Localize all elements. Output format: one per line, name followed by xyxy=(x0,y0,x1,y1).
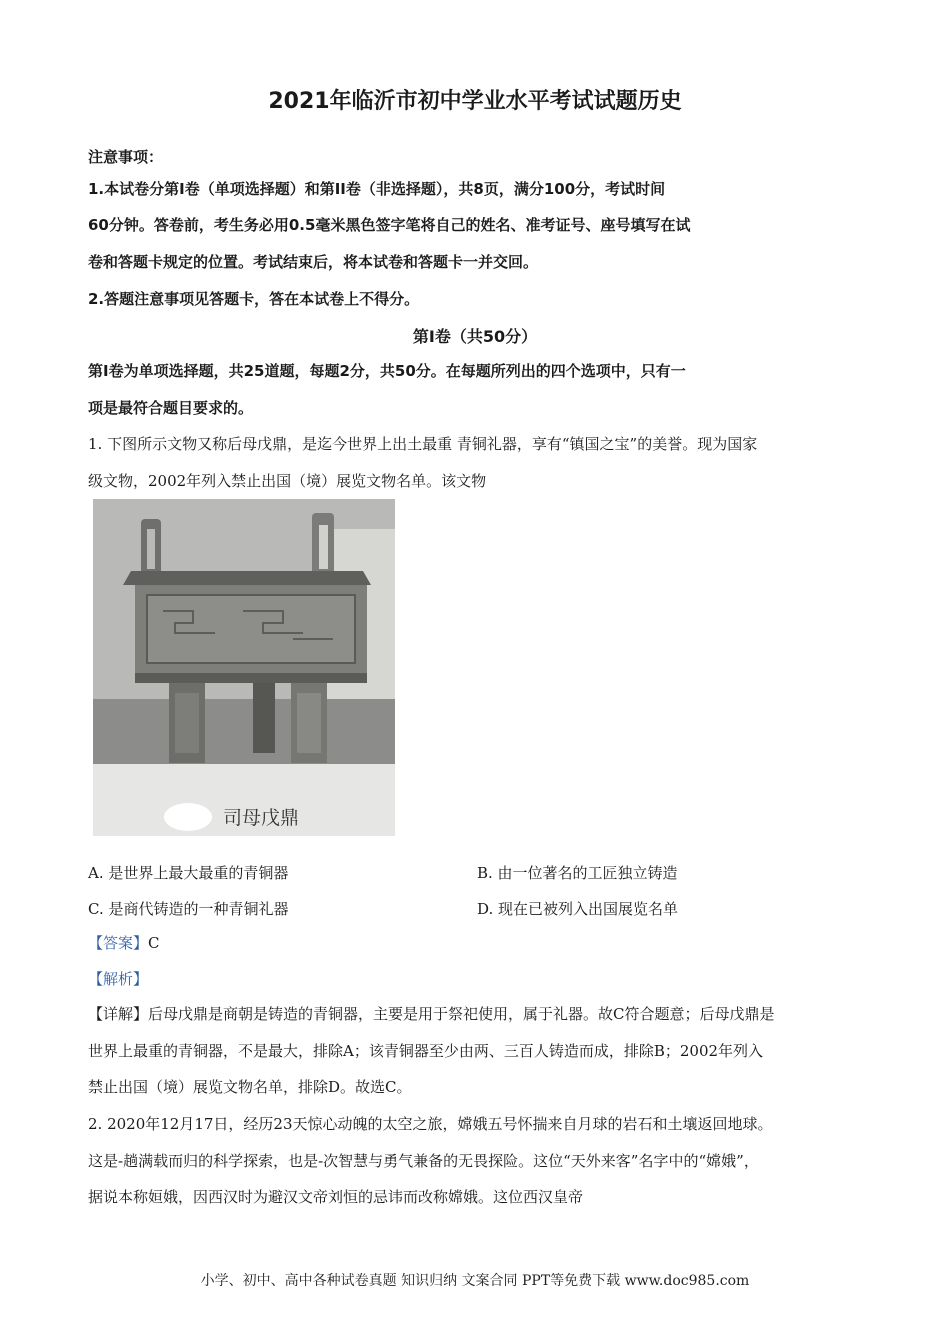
footer-ad: 小学、初中、高中各种试卷真题 知识归纳 文案合同 PPT等免费下载 www.doc985.com xyxy=(200,1273,750,1289)
bronze-ding-photo xyxy=(93,499,395,836)
question-2-text: 据说本称姮娥，因西汉时为避汉文帝刘恒的忌讳而改称嫦娥。这位西汉皇帝 xyxy=(88,1188,584,1206)
answer-value: C xyxy=(148,934,160,952)
notice-heading: 注意事项： xyxy=(88,148,164,166)
option-c: C. 是商代铸造的一种青铜礼器 xyxy=(88,900,289,918)
page-title: 2021年临沂市初中学业水平考试试题历史 xyxy=(268,89,682,114)
section-desc: 项是最符合题目要求的。 xyxy=(88,399,254,417)
detail-line xyxy=(88,1003,775,1024)
question-1-text: 1. 下图所示文物又称后母戊鼎，是迄今世界上出土最重 青铜礼器，享有“镇国之宝”的美誉。现为国家 xyxy=(88,435,758,453)
detail-text: 后母戊鼎是商朝是铸造的青铜器，主要是用于祭祀使用，属于礼器。故C符合题意；后母戊鼎是 xyxy=(148,1005,775,1023)
notice-line: 1.本试卷分第Ⅰ卷（单项选择题）和第II卷（非选择题），共8页，满分100分，考试时间 xyxy=(88,180,666,198)
question-1-text: 级文物，2002年列入禁止出国（境）展览文物名单。该文物 xyxy=(88,472,487,490)
answer-line xyxy=(88,932,160,953)
notice-line: 60分钟。答卷前，考生务必用0.5毫米黑色签字笔将自己的姓名、准考证号、座号填写在试 xyxy=(88,216,691,234)
detail-label: 【详解】 xyxy=(88,1005,149,1023)
notice-line: 2.答题注意事项见答题卡，答在本试卷上不得分。 xyxy=(88,290,420,308)
section-desc: 第Ⅰ卷为单项选择题，共25道题，每题2分，共50分。在每题所列出的四个选项中，只有一 xyxy=(88,362,686,380)
notice-line: 卷和答题卡规定的位置。考试结束后，将本试卷和答题卡一并交回。 xyxy=(88,253,539,271)
question-2-text: 这是-趟满载而归的科学探索，也是-次智慧与勇气兼备的无畏探险。这位“天外来客”名字中的“嫦娥”， xyxy=(88,1152,759,1170)
detail-line: 世界上最重的青铜器，不是最大，排除A；该青铜器至少由两、三百人铸造而成，排除B；2002年列入 xyxy=(88,1042,764,1060)
option-b: B. 由一位著名的工匠独立铸造 xyxy=(477,864,678,882)
detail-line: 禁止出国（境）展览文物名单，排除D。故选C。 xyxy=(88,1078,412,1096)
question-2-text: 2. 2020年12月17日，经历23天惊心动魄的太空之旅，嫦娥五号怀揣来自月球的岩石和土壤返回地球。 xyxy=(88,1115,773,1133)
figure-caption: 司母戊鼎 xyxy=(223,807,300,829)
option-d: D. 现在已被列入出国展览名单 xyxy=(477,900,679,918)
section-title: 第Ⅰ卷（共50分） xyxy=(412,327,538,346)
option-a: A. 是世界上最大最重的青铜器 xyxy=(88,864,289,882)
analysis-label: 【解析】 xyxy=(88,970,149,988)
answer-label: 【答案】 xyxy=(88,934,149,952)
